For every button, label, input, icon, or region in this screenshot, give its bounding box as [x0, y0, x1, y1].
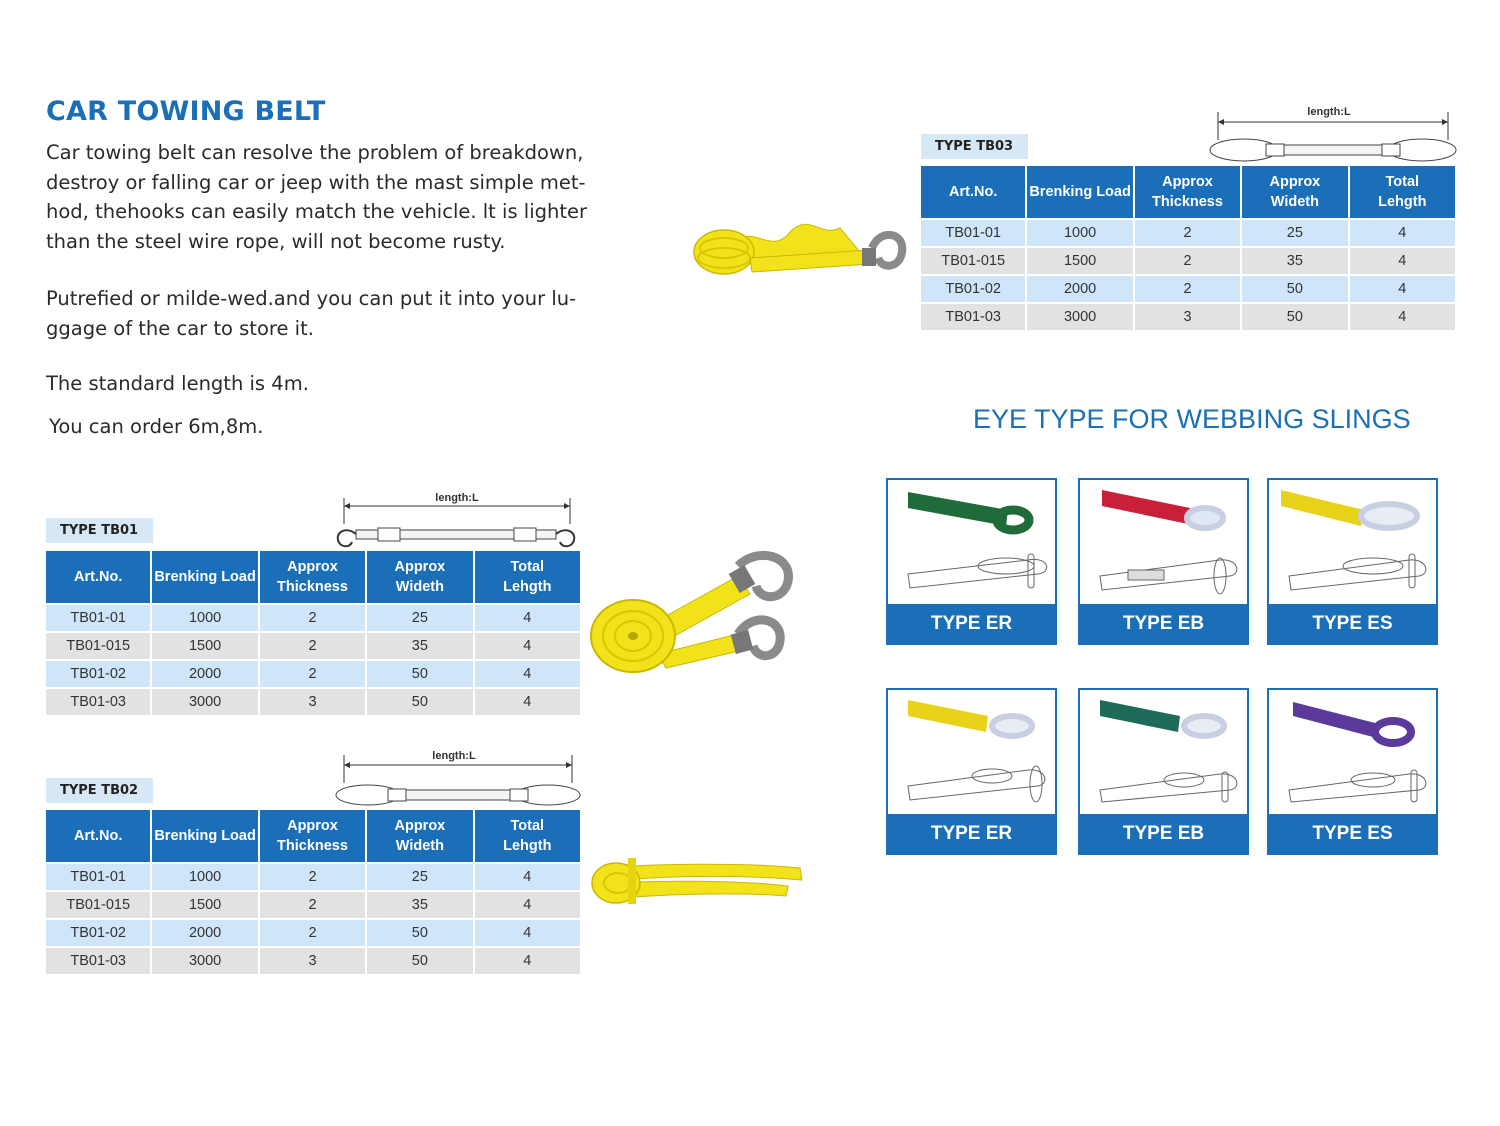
eye-type-card [886, 478, 1057, 645]
page-title: CAR TOWING BELT [46, 96, 326, 127]
header-thickness: Approx Thickness [260, 551, 365, 603]
eye-type-label: TYPE EB [1080, 814, 1247, 853]
eye-type-card [1078, 688, 1249, 855]
eye-type-label: TYPE ER [888, 814, 1055, 853]
eye-type-illustration [1269, 480, 1436, 604]
eye-type-card [1267, 688, 1438, 855]
header-thickness: Approx Thickness [260, 810, 365, 862]
header-art-no: Art.No. [46, 810, 150, 862]
description-paragraph-1: Car towing belt can resolve the problem of breakdown, destroy or falling car or jeep with the mast simple met-hod, thehooks can easily match the vehicle. lt is lighter than the steel wire rope, will not become rusty. [46, 141, 588, 253]
eye-type-card [1078, 478, 1249, 645]
eye-type-label: TYPE EB [1080, 604, 1247, 643]
table-row: TB01-01 1000 2 25 4 [46, 605, 580, 631]
eye-types-title: EYE TYPE FOR WEBBING SLINGS [973, 404, 1411, 434]
eye-type-card [886, 688, 1057, 855]
header-width: Approx Wideth [1242, 166, 1347, 218]
header-breaking-load: Brenking Load [152, 810, 257, 862]
tb01-type-label: TYPE TB01 [46, 518, 153, 543]
tb03-length-label: length:L [1307, 106, 1351, 118]
tb01-length-label: length:L [435, 492, 479, 504]
tb02-length-label: length:L [432, 750, 476, 762]
tb02-spec-table [44, 808, 582, 976]
header-length: Total Lehgth [1350, 166, 1455, 218]
header-thickness: Approx Thickness [1135, 166, 1240, 218]
tb03-length-diagram [1204, 100, 1460, 166]
standard-length-text: The standard length is 4m. [46, 372, 309, 395]
order-length-text: You can order 6m,8m. [49, 415, 264, 438]
table-row: TB01-015 1500 2 35 4 [46, 633, 580, 659]
eye-type-illustration [888, 690, 1055, 814]
table-row: TB01-02 2000 2 50 4 [46, 920, 580, 946]
header-width: Approx Wideth [367, 551, 472, 603]
tb01-spec-table [44, 549, 582, 717]
eye-type-label: TYPE ES [1269, 814, 1436, 853]
tb02-product-photo [588, 850, 808, 910]
eye-type-illustration [1080, 690, 1247, 814]
tb03-product-photo [690, 208, 910, 286]
table-row: TB01-03 3000 3 50 4 [46, 689, 580, 715]
tb02-length-diagram [330, 745, 582, 809]
tb02-type-label: TYPE TB02 [46, 778, 153, 803]
table-row: TB01-015 1500 2 35 4 [46, 892, 580, 918]
header-length: Total Lehgth [475, 551, 580, 603]
header-width: Approx Wideth [367, 810, 472, 862]
header-art-no: Art.No. [46, 551, 150, 603]
table-row: TB01-02 2000 2 50 4 [921, 276, 1455, 302]
eye-type-card [1267, 478, 1438, 645]
header-art-no: Art.No. [921, 166, 1025, 218]
table-row: TB01-03 3000 3 50 4 [921, 304, 1455, 330]
tb03-type-label: TYPE TB03 [921, 134, 1028, 159]
description-paragraph-2: Putrefied or milde-wed.and you can put it into your lu-ggage of the car to store it. [46, 287, 577, 340]
header-breaking-load: Brenking Load [1027, 166, 1132, 218]
tb03-spec-table [919, 164, 1457, 332]
eye-type-label: TYPE ER [888, 604, 1055, 643]
header-breaking-load: Brenking Load [152, 551, 257, 603]
eye-type-illustration [888, 480, 1055, 604]
table-row: TB01-03 3000 3 50 4 [46, 948, 580, 974]
table-row: TB01-015 1500 2 35 4 [921, 248, 1455, 274]
table-row: TB01-02 2000 2 50 4 [46, 661, 580, 687]
tb01-length-diagram [330, 490, 582, 554]
eye-type-label: TYPE ES [1269, 604, 1436, 643]
table-row: TB01-01 1000 2 25 4 [921, 220, 1455, 246]
table-row: TB01-01 1000 2 25 4 [46, 864, 580, 890]
eye-type-illustration [1080, 480, 1247, 604]
header-length: Total Lehgth [475, 810, 580, 862]
tb01-product-photo [588, 546, 793, 686]
eye-type-illustration [1269, 690, 1436, 814]
